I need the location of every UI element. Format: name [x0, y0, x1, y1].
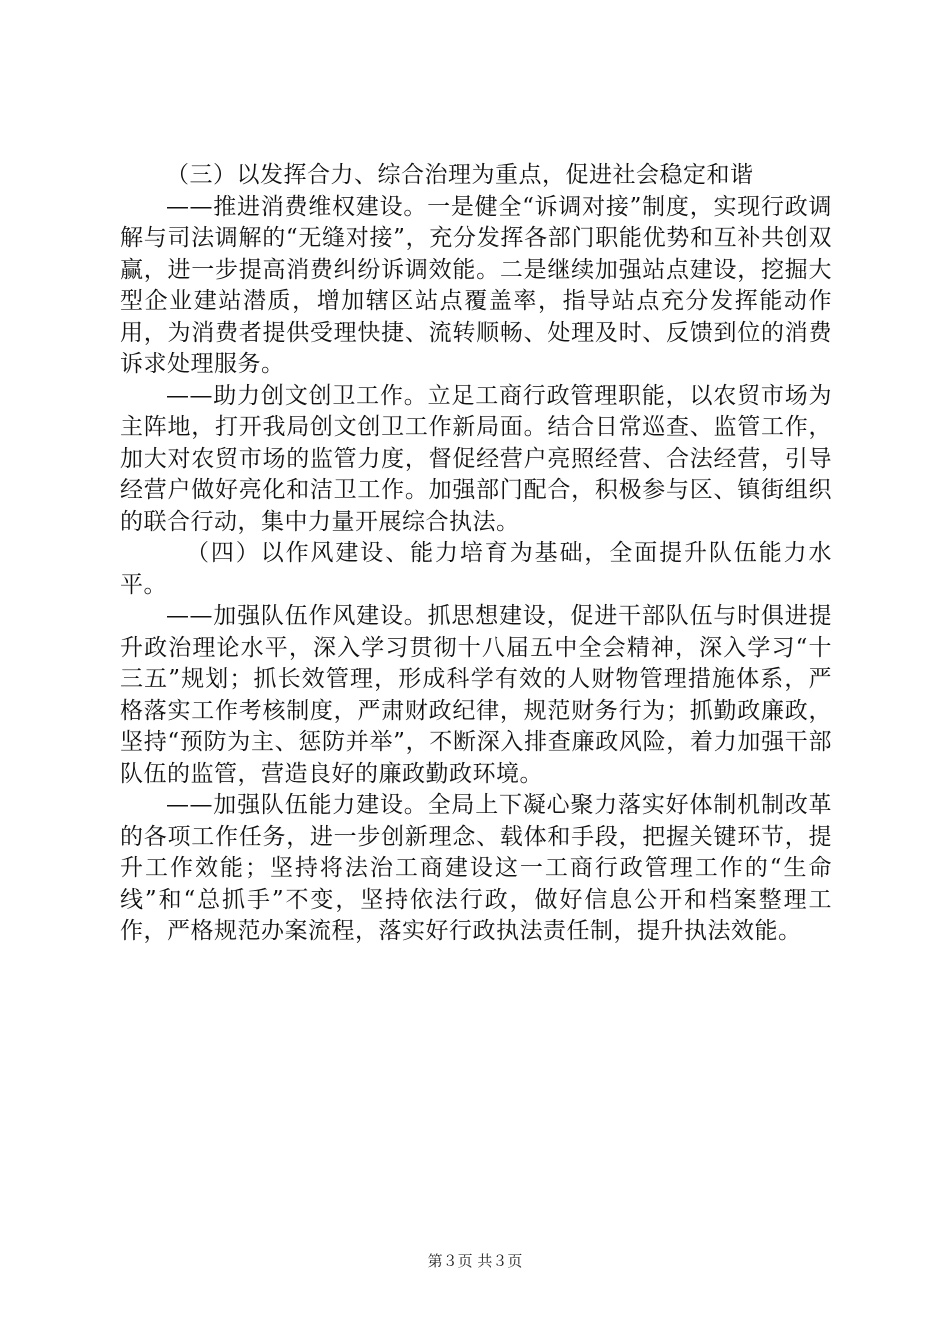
paragraph-consumer-rights: ——推进消费维权建设。一是健全“诉调对接”制度，实现行政调解与司法调解的“无缝对接”，充分发挥各部门职能优势和互补共创双赢，进一步提高消费纠纷诉调效能。二是继续加强站点建设，挖掘大型企业建站潜质，增加辖区站点覆盖率，指导站点充分发挥能动作用，为消费者提供受理快捷、流转顺畅、处理及时、反馈到位的消费诉求处理服务。: [120, 193, 832, 377]
paragraph-team-style: ——加强队伍作风建设。抓思想建设，促进干部队伍与时俱进提升政治理论水平，深入学习贯彻十八届五中全会精神，深入学习“十三五”规划；抓长效管理，形成科学有效的人财物管理措施体系，严格落实工作考核制度，严肃财政纪律，规范财务行为；抓勤政廉政，坚持“预防为主、惩防并举”，不断深入排查廉政风险，着力加强干部队伍的监管，营造良好的廉政勤政环境。: [120, 603, 832, 787]
page-footer: [0, 1250, 950, 1271]
page-number-label: 第３页 共３页: [427, 1252, 523, 1270]
paragraph-civilization-hygiene: ——助力创文创卫工作。立足工商行政管理职能，以农贸市场为主阵地，打开我局创文创卫工作新局面。结合日常巡查、监管工作，加大对农贸市场的监管力度，督促经营户亮照经营、合法经营，引导经营户做好亮化和洁卫工作。加强部门配合，积极参与区、镇街组织的联合行动，集中力量开展综合执法。: [120, 382, 832, 535]
section-heading-4: （四）以作风建设、能力培育为基础，全面提升队伍能力水平。: [120, 540, 832, 598]
document-body: [120, 160, 832, 948]
section-heading-3: （三）以发挥合力、综合治理为重点，促进社会稳定和谐: [166, 162, 754, 188]
paragraph-team-ability: ——加强队伍能力建设。全局上下凝心聚力落实好体制机制改革的各项工作任务，进一步创新理念、载体和手段，把握关键环节，提升工作效能；坚持将法治工商建设这一工商行政管理工作的“生命线”和“总抓手”不变，坚持依法行政，做好信息公开和档案整理工作，严格规范办案流程，落实好行政执法责任制，提升执法效能。: [120, 792, 832, 944]
